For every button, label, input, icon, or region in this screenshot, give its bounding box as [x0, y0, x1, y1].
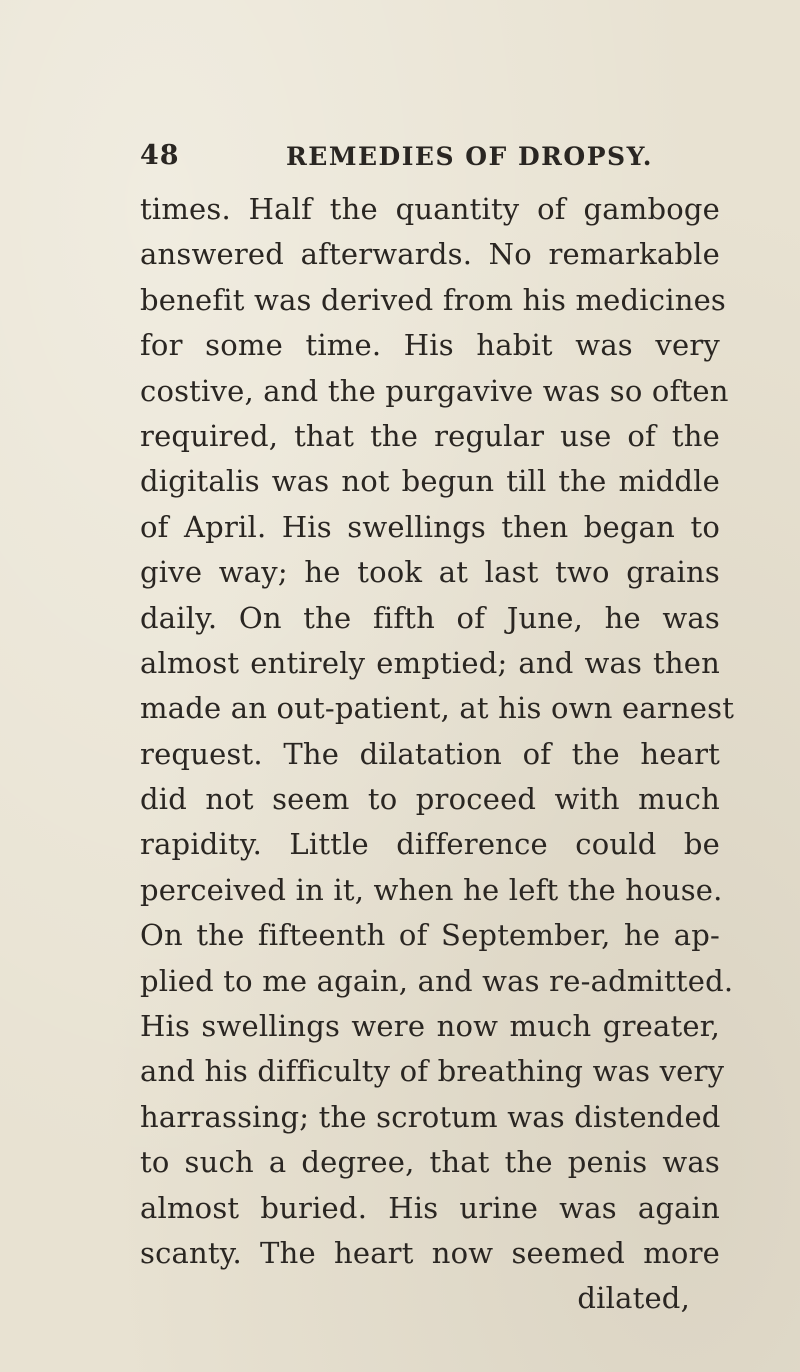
text-line: On the fifteenth of September, he ap-	[140, 918, 720, 953]
text-line: required, that the regular use of the	[140, 418, 720, 453]
text-line: almost buried. His urine was again	[140, 1190, 720, 1225]
text-line: made an out-patient, at his own earnest	[140, 691, 735, 726]
text-line: rapidity. Little difference could be	[140, 827, 720, 862]
text-line: times. Half the quantity of gamboge	[140, 192, 720, 226]
text-line: costive, and the purgavive was so often	[140, 373, 729, 408]
text-line: benefit was derived from his medicines	[140, 282, 727, 317]
text-line: for some time. His habit was very	[140, 328, 720, 363]
page-header	[140, 140, 700, 180]
text-line: plied to me again, and was re-admitted.	[140, 963, 734, 998]
text-line: did not seem to proceed with much	[140, 782, 720, 817]
text-line: perceived in it, when he left the house.	[140, 872, 723, 907]
body-text	[140, 187, 735, 1322]
text-line: almost entirely emptied; and was then	[140, 645, 720, 680]
text-line: scanty. The heart now seemed more	[140, 1235, 720, 1270]
text-line: digitalis was not begun till the middle	[140, 464, 720, 499]
text-line: and his difficulty of breathing was very	[140, 1054, 725, 1089]
text-line: answered afterwards. No remarkable	[140, 237, 720, 272]
text-line: to such a degree, that the penis was	[140, 1145, 720, 1180]
running-head: REMEDIES OF DROPSY.	[286, 142, 653, 171]
text-line: of April. His swellings then began to	[140, 509, 720, 544]
text-line: request. The dilatation of the heart	[140, 736, 720, 771]
text-line: harrassing; the scrotum was distended	[140, 1099, 721, 1134]
text-line: give way; he took at last two grains	[140, 555, 720, 590]
catchword-line: dilated,	[577, 1281, 690, 1316]
text-line: His swellings were now much greater,	[140, 1009, 720, 1044]
page-number: 48	[140, 140, 180, 171]
text-line: daily. On the fifth of June, he was	[140, 600, 720, 635]
